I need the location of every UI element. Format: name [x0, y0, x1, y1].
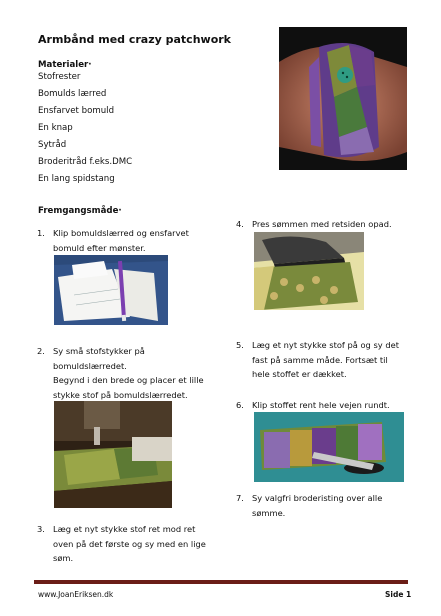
step-number: 4.: [236, 219, 244, 229]
document-title: Armbånd med crazy patchwork: [38, 33, 231, 46]
step-text-line: Læg et nyt stykke stof ret mod ret: [53, 524, 196, 534]
step-text-line: bomuld efter mønster.: [53, 242, 146, 253]
step-number: 1.: [37, 228, 45, 238]
bracelet-photo: [279, 27, 407, 170]
step-number: 3.: [37, 524, 45, 534]
step-number: 6.: [236, 400, 244, 410]
step-text-line: hele stoffet er dækket.: [252, 369, 347, 379]
step-2-photo: [54, 401, 172, 508]
step-text-line: fast på samme måde. Fortsæt til: [252, 354, 388, 365]
footer-divider: [34, 580, 408, 584]
step-text-line: stykke stof på bomuldslærredet.: [53, 389, 188, 400]
footer-page-number: Side 1: [385, 590, 412, 599]
materials-heading: Materialer·: [38, 60, 92, 70]
list-item: En lang spidstang: [38, 174, 115, 184]
step-number: 7.: [236, 493, 244, 503]
list-item: Bomulds lærred: [38, 89, 107, 99]
step-4: [236, 217, 416, 233]
step-1: [37, 226, 227, 256]
step-2: [37, 344, 237, 404]
step-6-photo: [254, 412, 404, 482]
list-item: Broderitråd f.eks.DMC: [38, 157, 133, 167]
step-text-line: bomuldslærredet.: [53, 360, 127, 371]
step-text-line: Begynd i den brede og placer et lille: [53, 375, 204, 385]
step-text-line: Sy små stofstykker på: [53, 346, 145, 356]
step-text-line: Klip stoffet rent hele vejen rundt.: [252, 400, 390, 410]
step-text-line: Sy valgfri broderisting over alle: [252, 493, 383, 503]
list-item: En knap: [38, 123, 73, 133]
step-text-line: oven på det første og sy med en lige: [53, 538, 206, 549]
step-3: [37, 522, 237, 566]
procedure-heading: Fremgangsmåde·: [38, 206, 122, 216]
step-4-photo: [254, 232, 364, 310]
list-item: Sytråd: [38, 140, 67, 150]
step-number: 5.: [236, 340, 244, 350]
materials-list: [38, 69, 132, 188]
step-text-line: Læg et nyt stykke stof på og sy det: [252, 340, 399, 350]
list-item: Ensfarvet bomuld: [38, 106, 115, 116]
step-7: [236, 491, 426, 521]
step-text-line: sømme.: [252, 507, 286, 518]
step-text-line: søm.: [53, 553, 74, 563]
step-text-line: Klip bomuldslærred og ensfarvet: [53, 228, 189, 238]
step-5: [236, 338, 426, 382]
step-number: 2.: [37, 346, 45, 356]
step-1-photo: [54, 255, 168, 325]
list-item: Stofrester: [38, 72, 81, 82]
footer-website: www.JoanEriksen.dk: [38, 590, 114, 599]
step-text-line: Pres sømmen med retsiden opad.: [252, 219, 392, 229]
